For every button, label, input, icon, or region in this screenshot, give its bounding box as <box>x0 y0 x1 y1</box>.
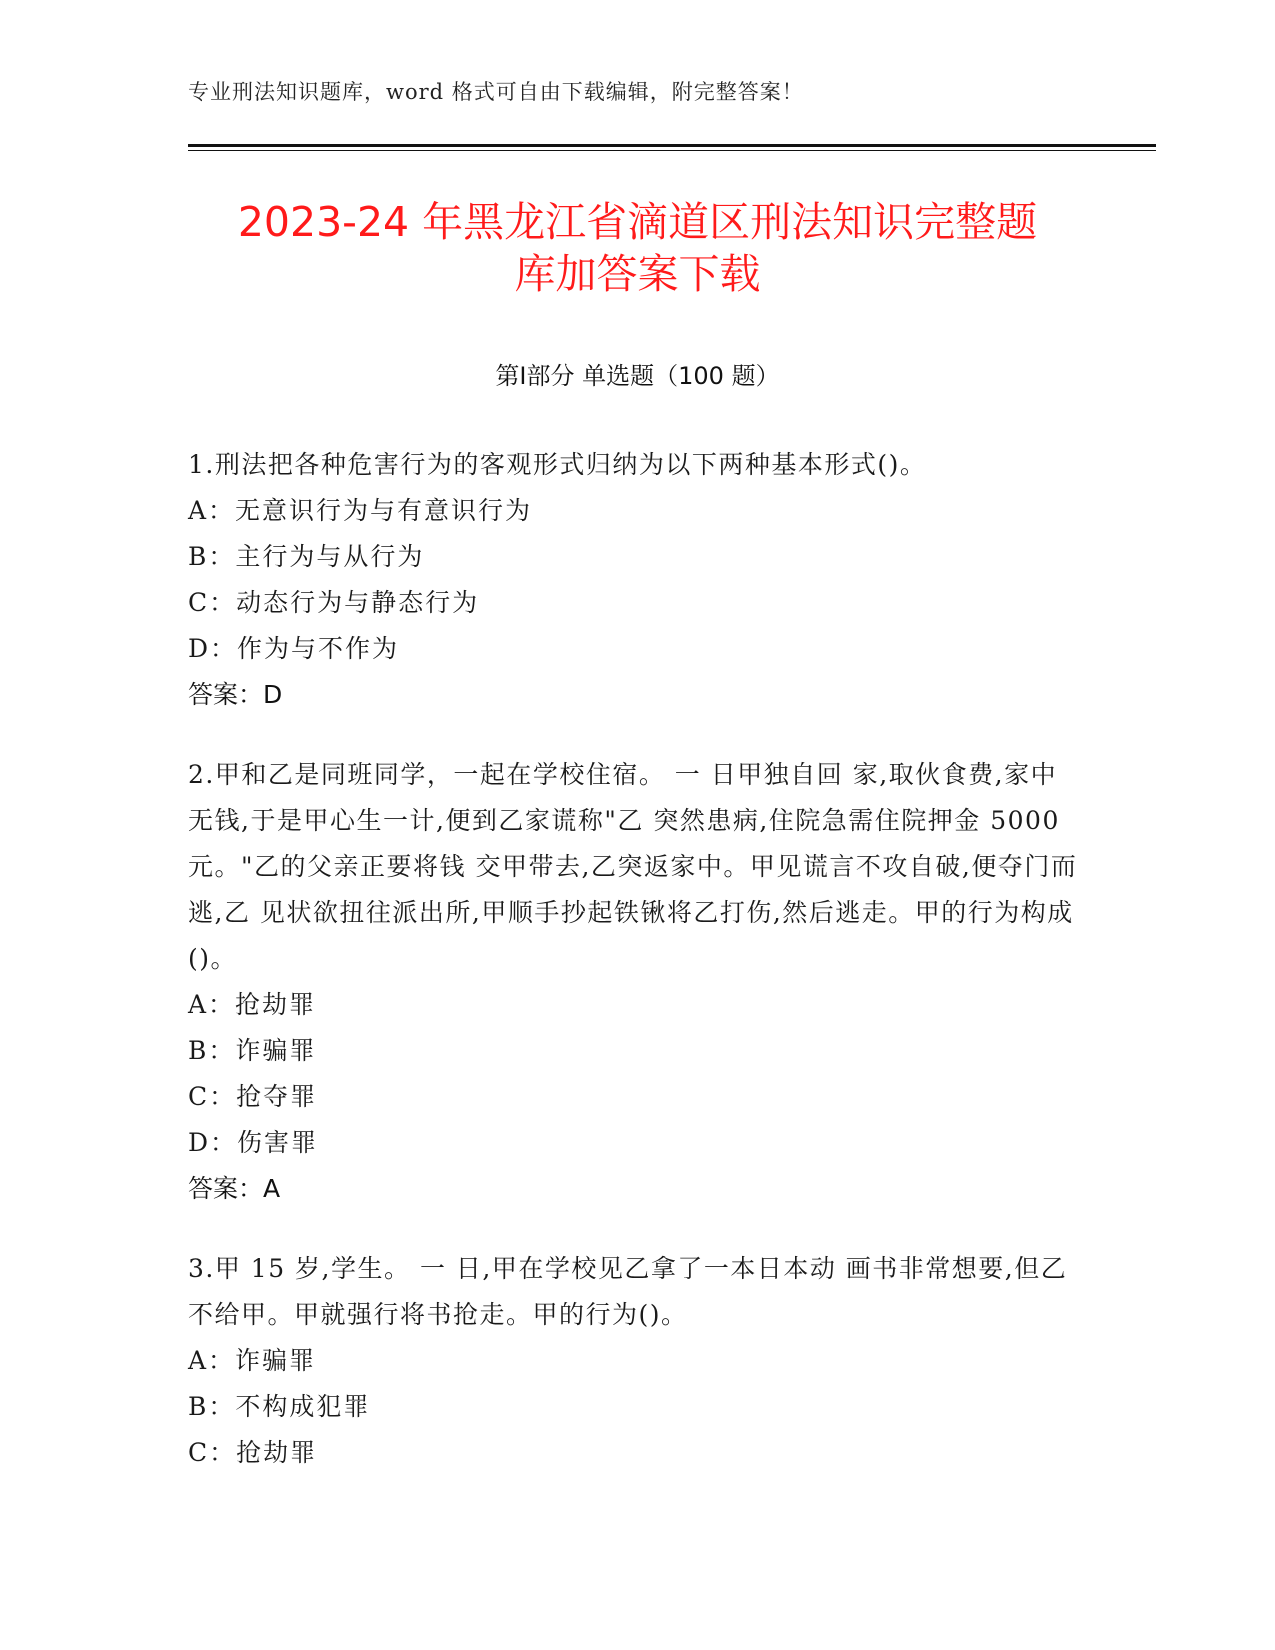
question-2 <box>188 752 1078 1212</box>
header-rule-thick <box>188 144 1156 147</box>
option-a: A：无意识行为与有意识行为 <box>188 496 533 525</box>
title-line-1: 2023-24 年黑龙江省滴道区刑法知识完整题 <box>237 198 1038 246</box>
section-heading: 第Ⅰ部分 单选题（100 题） <box>495 362 780 390</box>
option-b: B：主行为与从行为 <box>188 542 425 571</box>
option-b: B：不构成犯罪 <box>188 1392 371 1421</box>
page-header: 专业刑法知识题库，word 格式可自由下载编辑，附完整答案！ <box>188 80 804 104</box>
question-list <box>188 442 1078 1510</box>
option-d: D：作为与不作为 <box>188 634 400 663</box>
option-b: B：诈骗罪 <box>188 1036 317 1065</box>
question-text: 2.甲和乙是同班同学，一起在学校住宿。 一 日甲独自回 家,取伙食费,家中无钱,于是甲心生一计,便到乙家谎称"乙 突然患病,住院急需住院押金 5000 元。"乙的父亲正要将钱 交甲带去,乙突返家中。甲见谎言不攻自破,便夺门而逃,乙 见状欲扭往派出所,甲顺手抄起铁锹将乙打伤,然后逃走。甲的行为构成()。 <box>188 760 1078 973</box>
title-line-2: 库加答案下载 <box>514 250 761 298</box>
option-c: C：抢劫罪 <box>188 1438 318 1467</box>
option-a: A：诈骗罪 <box>188 1346 317 1375</box>
question-3 <box>188 1246 1078 1476</box>
option-c: C：抢夺罪 <box>188 1082 318 1111</box>
option-c: C：动态行为与静态行为 <box>188 588 480 617</box>
document-title <box>160 196 1115 300</box>
question-text: 3.甲 15 岁,学生。 一 日,甲在学校见乙拿了一本日本动 画书非常想要,但乙不给甲。甲就强行将书抢走。甲的行为()。 <box>188 1254 1068 1329</box>
header-rule-thin <box>188 150 1156 151</box>
answer: 答案：A <box>188 1174 281 1203</box>
option-d: D：伤害罪 <box>188 1128 319 1157</box>
question-text: 1.刑法把各种危害行为的客观形式归纳为以下两种基本形式()。 <box>188 450 927 479</box>
option-a: A：抢劫罪 <box>188 990 317 1019</box>
answer: 答案：D <box>188 680 283 709</box>
question-1 <box>188 442 1078 718</box>
